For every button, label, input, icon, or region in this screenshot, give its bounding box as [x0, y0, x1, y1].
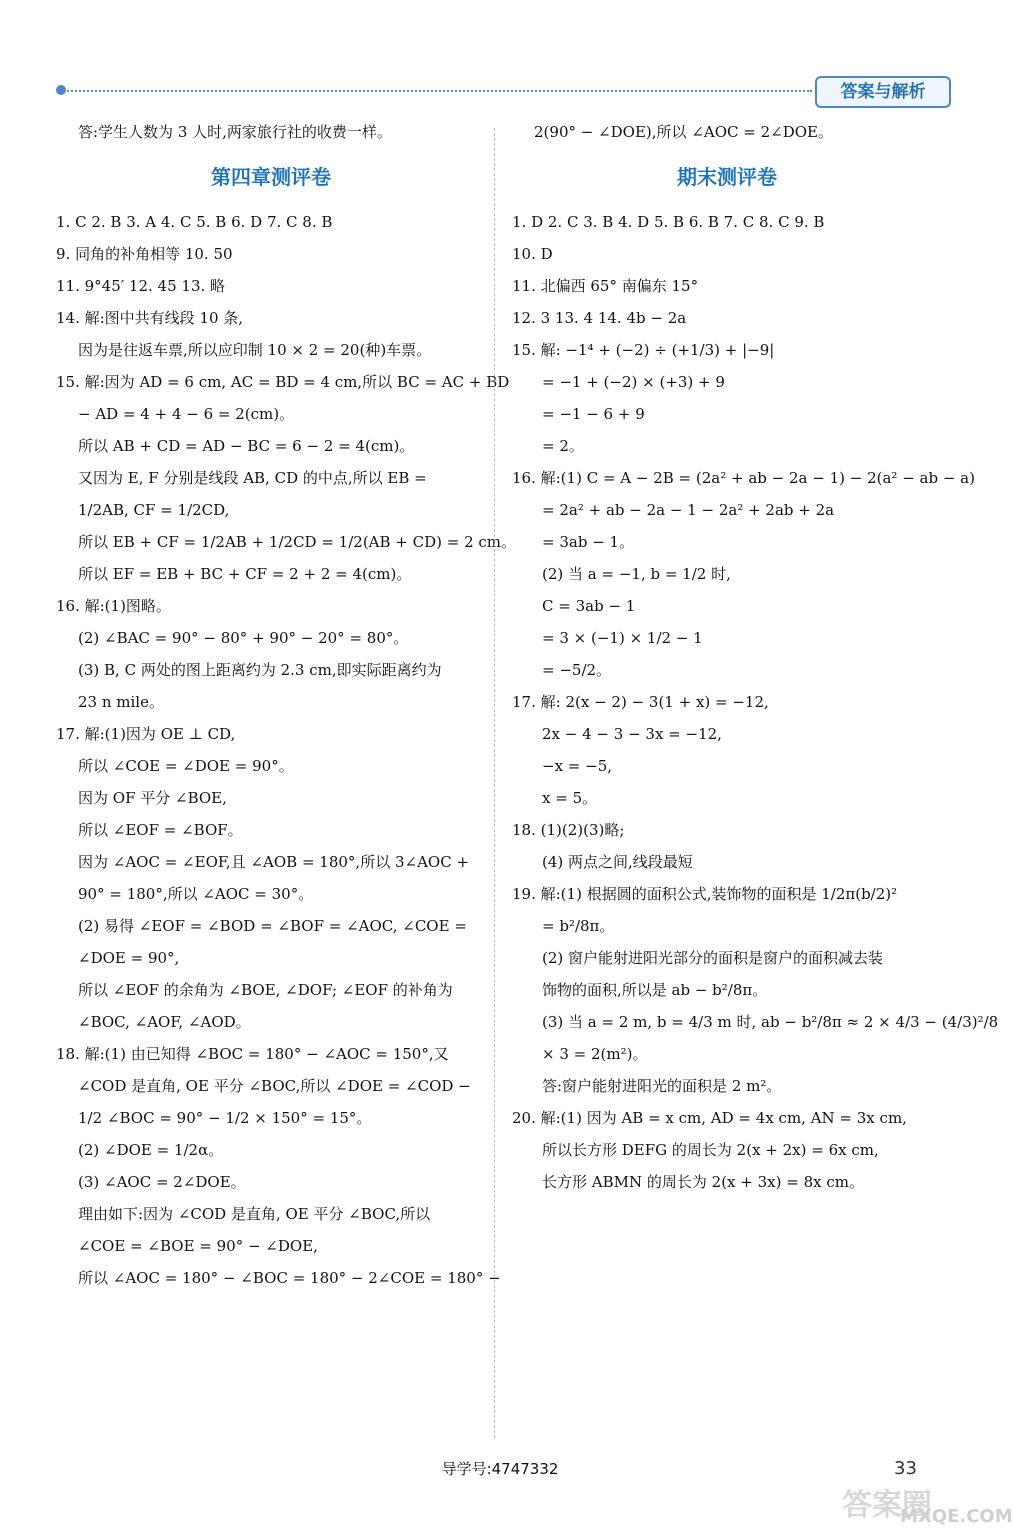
answer-line: 1. C 2. B 3. A 4. C 5. B 6. D 7. C 8. B — [56, 213, 333, 231]
answer-line: = −1 + (−2) × (+3) + 9 — [542, 373, 725, 391]
guide-number: 导学号:4747332 — [441, 1460, 559, 1478]
answer-line: 所以 ∠EOF 的余角为 ∠BOE, ∠DOF; ∠EOF 的补角为 — [78, 981, 453, 999]
answer-line: 10. D — [512, 245, 553, 263]
page-number: 33 — [894, 1458, 917, 1479]
answer-line: 16. 解:(1)图略。 — [56, 597, 171, 615]
answer-line: −x = −5, — [542, 757, 613, 775]
answer-line: = 3 × (−1) × 1/2 − 1 — [542, 629, 703, 647]
answer-line: (2) 窗户能射进阳光部分的面积是窗户的面积减去装 — [542, 949, 884, 967]
answer-line: 9. 同角的补角相等 10. 50 — [56, 245, 233, 263]
section-title: 期末测评卷 — [677, 165, 777, 189]
watermark-site: MXQE.COM — [900, 1506, 1013, 1527]
answer-line: 所以 ∠EOF = ∠BOF。 — [78, 821, 243, 839]
answer-line: ∠COE = ∠BOE = 90° − ∠DOE, — [78, 1237, 318, 1255]
answer-line: 11. 北偏西 65° 南偏东 15° — [512, 277, 699, 295]
right-column — [512, 116, 999, 1198]
left-column — [56, 116, 517, 1294]
answer-line: ∠BOC, ∠AOF, ∠AOD。 — [78, 1013, 251, 1031]
answer-line: 1/2 ∠BOC = 90° − 1/2 × 150° = 15°。 — [78, 1109, 372, 1127]
answer-line: = b²/8π。 — [542, 917, 615, 935]
watermark-logo: 答案圈 — [842, 1488, 932, 1523]
answer-line: 饰物的面积,所以是 ab − b²/8π。 — [542, 981, 768, 999]
answer-line: (3) ∠AOC = 2∠DOE。 — [78, 1173, 246, 1191]
answer-line: = −5/2。 — [542, 661, 612, 679]
answer-line: 所以 EF = EB + BC + CF = 2 + 2 = 4(cm)。 — [78, 565, 412, 583]
answer-line: = 2a² + ab − 2a − 1 − 2a² + 2ab + 2a — [542, 501, 835, 519]
answer-line: (2) 当 a = −1, b = 1/2 时, — [542, 565, 731, 583]
answer-line: 所以 EB + CF = 1/2AB + 1/2CD = 1/2(AB + CD) = 2 cm。 — [78, 533, 517, 551]
answer-line: 所以 AB + CD = AD − BC = 6 − 2 = 4(cm)。 — [78, 437, 415, 455]
answer-line: 12. 3 13. 4 14. 4b − 2a — [512, 309, 687, 327]
answer-line: 所以 ∠COE = ∠DOE = 90°。 — [78, 757, 294, 775]
answer-line: = 2。 — [542, 437, 584, 455]
answer-line: = −1 − 6 + 9 — [542, 405, 645, 423]
answer-line: 因为 ∠AOC = ∠EOF,且 ∠AOB = 180°,所以 3∠AOC + — [78, 853, 470, 871]
answer-line: − AD = 4 + 4 − 6 = 2(cm)。 — [78, 405, 295, 423]
header-badge: 答案与解析 — [815, 76, 951, 108]
answer-line: 20. 解:(1) 因为 AB = x cm, AD = 4x cm, AN = 3x cm, — [512, 1109, 907, 1127]
column-divider — [494, 128, 495, 1438]
answer-line: 所以长方形 DEFG 的周长为 2(x + 2x) = 6x cm, — [542, 1141, 879, 1159]
answer-line: 19. 解:(1) 根据圆的面积公式,装饰物的面积是 1/2π(b/2)² — [512, 885, 898, 903]
answer-line: × 3 = 2(m²)。 — [542, 1045, 648, 1063]
answer-line: 长方形 ABMN 的周长为 2(x + 3x) = 8x cm。 — [542, 1173, 864, 1191]
answer-line: 理由如下:因为 ∠COD 是直角, OE 平分 ∠BOC,所以 — [78, 1205, 431, 1223]
answer-line: (2) ∠BAC = 90° − 80° + 90° − 20° = 80°。 — [78, 629, 409, 647]
answer-line: 14. 解:图中共有线段 10 条, — [56, 309, 244, 327]
answer-line: 因为 OF 平分 ∠BOE, — [78, 789, 227, 807]
answer-line: 答:窗户能射进阳光的面积是 2 m²。 — [542, 1077, 782, 1095]
answer-line: 答:学生人数为 3 人时,两家旅行社的收费一样。 — [78, 123, 392, 141]
answer-line: 因为是往返车票,所以应印制 10 × 2 = 20(种)车票。 — [78, 341, 432, 359]
answer-line: (2) ∠DOE = 1/2α。 — [78, 1141, 224, 1159]
answer-line: 1/2AB, CF = 1/2CD, — [78, 501, 230, 519]
answer-line: 18. (1)(2)(3)略; — [512, 821, 625, 839]
answer-line: 16. 解:(1) C = A − 2B = (2a² + ab − 2a − 1) − 2(a² − ab − a) — [512, 469, 975, 487]
answer-line: 所以 ∠AOC = 180° − ∠BOC = 180° − 2∠COE = 180° − — [78, 1269, 501, 1287]
answer-line: 11. 9°45′ 12. 45 13. 略 — [56, 277, 226, 295]
answer-line: = 3ab − 1。 — [542, 533, 635, 551]
header-rule — [60, 90, 812, 92]
answer-line: (2) 易得 ∠EOF = ∠BOD = ∠BOF = ∠AOC, ∠COE = — [78, 917, 467, 935]
answer-line: 17. 解: 2(x − 2) − 3(1 + x) = −12, — [512, 693, 769, 711]
answer-line: 17. 解:(1)因为 OE ⊥ CD, — [56, 725, 236, 743]
answer-line: 2x − 4 − 3 − 3x = −12, — [542, 725, 722, 743]
answer-line: 90° = 180°,所以 ∠AOC = 30°。 — [78, 885, 314, 903]
answer-line: ∠COD 是直角, OE 平分 ∠BOC,所以 ∠DOE = ∠COD − — [78, 1077, 471, 1095]
answer-line: 15. 解:因为 AD = 6 cm, AC = BD = 4 cm,所以 BC = AC + BD — [56, 373, 510, 391]
answer-line: (4) 两点之间,线段最短 — [542, 853, 693, 871]
answer-line: ∠DOE = 90°, — [78, 949, 180, 967]
answer-line: (3) B, C 两处的图上距离约为 2.3 cm,即实际距离约为 — [78, 661, 442, 679]
answer-line: 2(90° − ∠DOE),所以 ∠AOC = 2∠DOE。 — [534, 123, 833, 141]
section-title: 第四章测评卷 — [211, 165, 331, 189]
answer-line: 1. D 2. C 3. B 4. D 5. B 6. B 7. C 8. C 9. B — [512, 213, 825, 231]
answer-line: 15. 解: −1⁴ + (−2) ÷ (+1/3) + |−9| — [512, 341, 775, 359]
answer-line: 23 n mile。 — [78, 693, 164, 711]
answer-line: C = 3ab − 1 — [542, 597, 636, 615]
answer-line: 18. 解:(1) 由已知得 ∠BOC = 180° − ∠AOC = 150°,又 — [56, 1045, 449, 1063]
answer-line: (3) 当 a = 2 m, b = 4/3 m 时, ab − b²/8π ≈ 2 × 4/3 − (4/3)²/8 — [542, 1013, 999, 1031]
answer-line: x = 5。 — [542, 789, 598, 807]
answer-line: 又因为 E, F 分别是线段 AB, CD 的中点,所以 EB = — [78, 469, 427, 487]
